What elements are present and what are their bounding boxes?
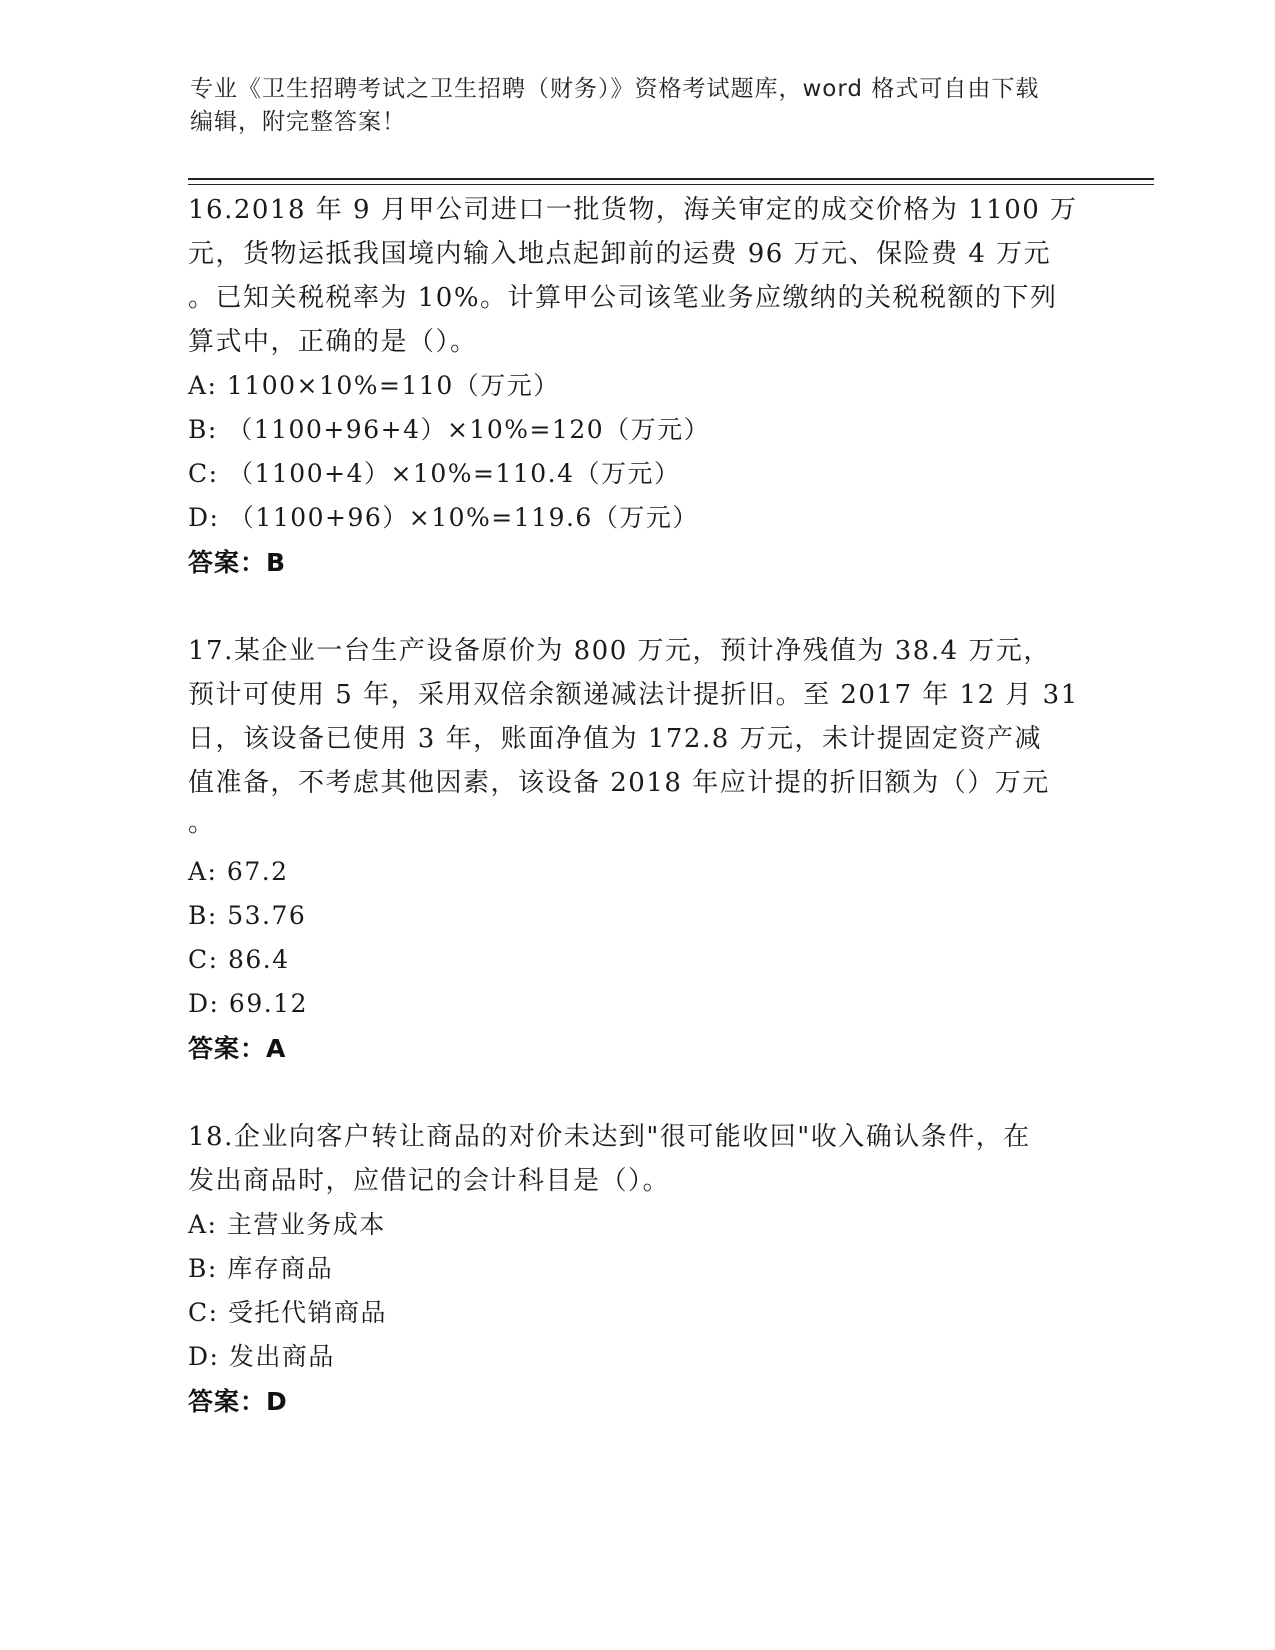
option-b: B: 库存商品: [188, 1254, 334, 1283]
answer-label: 答案：A: [188, 1034, 287, 1063]
question-text-line: 发出商品时，应借记的会计科目是（）。: [188, 1166, 671, 1196]
option-a: A: 1100×10%=110（万元）: [188, 371, 560, 400]
question-text-line: 。: [188, 808, 216, 838]
header-divider-thin: [188, 184, 1154, 185]
answer-label: 答案：B: [188, 548, 287, 577]
option-d: D: 69.12: [188, 989, 308, 1018]
option-c: C: （1100+4）×10%=110.4（万元）: [188, 459, 681, 488]
question-text-line: 。已知关税税率为 10%。计算甲公司该笔业务应缴纳的关税税额的下列: [188, 283, 1058, 313]
option-b: B: （1100+96+4）×10%=120（万元）: [188, 415, 711, 444]
question-text-line: 预计可使用 5 年，采用双倍余额递减法计提折旧。至 2017 年 12 月 31: [188, 680, 1079, 710]
question-text-line: 17.某企业一台生产设备原价为 800 万元，预计净残值为 38.4 万元，: [188, 636, 1051, 666]
question-text-line: 元，货物运抵我国境内输入地点起卸前的运费 96 万元、保险费 4 万元: [188, 239, 1052, 269]
option-b: B: 53.76: [188, 901, 307, 930]
question-text-line: 18.企业向客户转让商品的对价未达到"很可能收回"收入确认条件，在: [188, 1122, 1031, 1152]
option-d: D: 发出商品: [188, 1342, 335, 1371]
option-d: D: （1100+96）×10%=119.6（万元）: [188, 503, 699, 532]
header-divider: [188, 178, 1154, 180]
option-a: A: 67.2: [188, 857, 289, 886]
option-a: A: 主营业务成本: [188, 1210, 386, 1239]
answer-label: 答案：D: [188, 1387, 288, 1416]
header-line-1: 专业《卫生招聘考试之卫生招聘（财务）》资格考试题库，word 格式可自由下载: [190, 76, 1040, 102]
question-text-line: 16.2018 年 9 月甲公司进口一批货物，海关审定的成交价格为 1100 万: [188, 195, 1078, 225]
question-text-line: 日，该设备已使用 3 年，账面净值为 172.8 万元，未计提固定资产减: [188, 724, 1043, 754]
header-line-2: 编辑，附完整答案！: [190, 109, 406, 135]
option-c: C: 86.4: [188, 945, 290, 974]
question-text-line: 算式中，正确的是（）。: [188, 327, 478, 357]
question-text-line: 值准备，不考虑其他因素，该设备 2018 年应计提的折旧额为（）万元: [188, 768, 1050, 798]
option-c: C: 受托代销商品: [188, 1298, 387, 1327]
